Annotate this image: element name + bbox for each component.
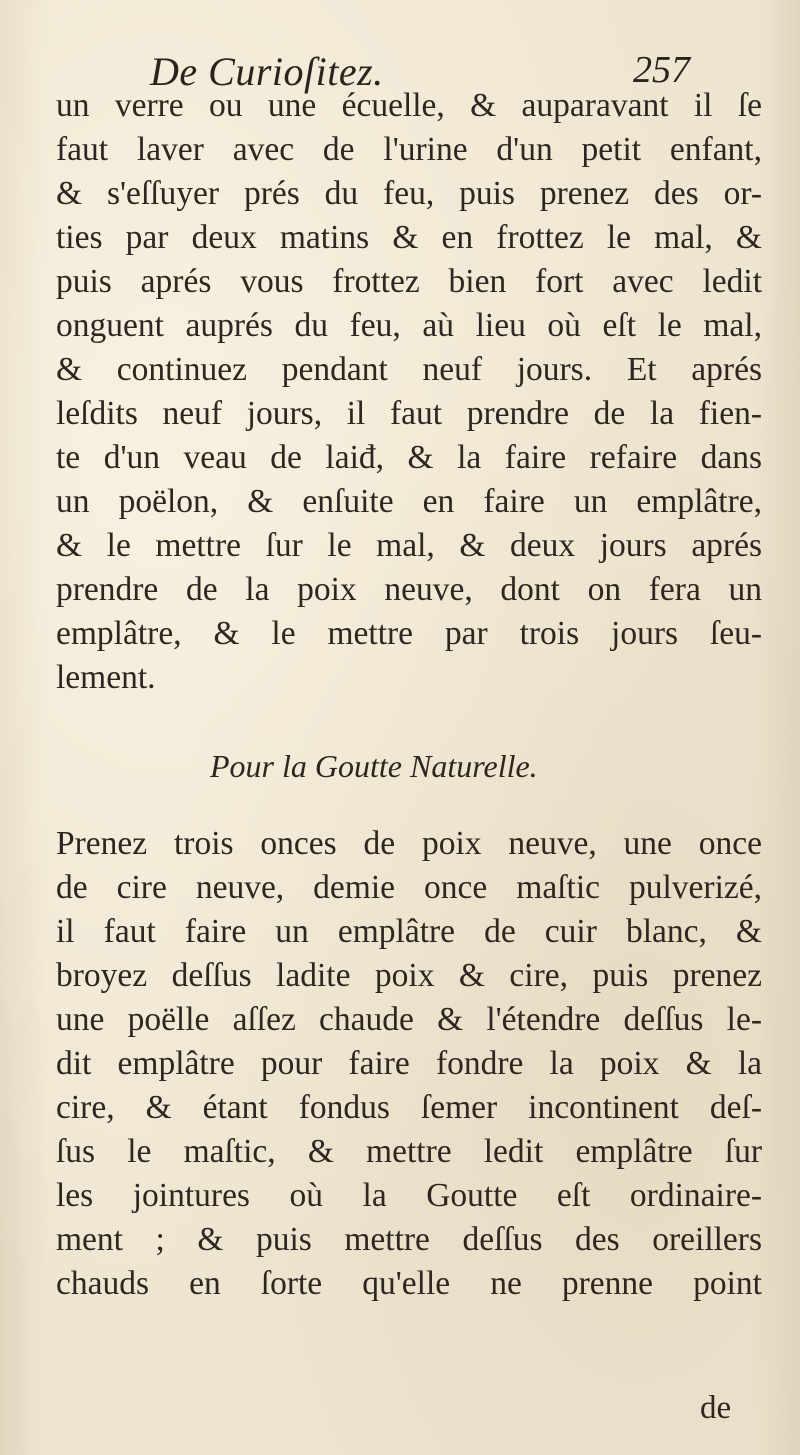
- text-line: emplâtre, & le mettre par trois jours ſeu-: [56, 615, 762, 652]
- text-line: une poëlle aſſez chaude & l'étendre deſſus le-: [56, 1001, 762, 1038]
- catchword: de: [700, 1390, 732, 1426]
- text-line: cire, & étant fondus ſemer incontinent deſ-: [56, 1089, 762, 1126]
- running-head-title: De Curioſitez.: [150, 49, 384, 94]
- text-line: te d'un veau de laiđ, & la faire refaire dans: [56, 439, 762, 476]
- text-line: prendre de la poix neuve, dont on fera un: [56, 571, 762, 608]
- text-line: broyez deſſus ladite poix & cire, puis prenez: [56, 957, 762, 994]
- page-number: 257: [633, 49, 690, 91]
- text-line: onguent auprés du feu, aù lieu où eſt le mal,: [56, 307, 762, 344]
- text-line: lement.: [56, 659, 156, 696]
- text-line: ties par deux matins & en frottez le mal, &: [56, 219, 762, 256]
- text-line: & s'eſſuyer prés du feu, puis prenez des or-: [56, 175, 762, 212]
- text-line: dit emplâtre pour faire fondre la poix & la: [56, 1045, 762, 1082]
- text-line: un poëlon, & enſuite en faire un emplâtre,: [56, 483, 762, 520]
- text-line: un verre ou une écuelle, & auparavant il ſe: [56, 87, 762, 124]
- text-line: Prenez trois onces de poix neuve, une once: [56, 825, 762, 862]
- text-line: il faut faire un emplâtre de cuir blanc, &: [56, 913, 762, 950]
- text-line: & le mettre ſur le mal, & deux jours aprés: [56, 527, 762, 564]
- text-line: puis aprés vous frottez bien fort avec ledit: [56, 263, 762, 300]
- text-line: les jointures où la Goutte eſt ordinaire-: [56, 1177, 762, 1214]
- text-line: ment ; & puis mettre deſſus des oreillers: [56, 1221, 762, 1258]
- text-line: faut laver avec de l'urine d'un petit enfant,: [56, 131, 762, 168]
- section-heading: Pour la Goutte Naturelle.: [210, 748, 538, 784]
- text-line: & continuez pendant neuf jours. Et aprés: [56, 351, 762, 388]
- paragraph-2: [56, 822, 762, 1306]
- text-line: ſus le maſtic, & mettre ledit emplâtre ſur: [56, 1133, 762, 1170]
- paragraph-1: [56, 84, 762, 700]
- text-line: de cire neuve, demie once maſtic pulverizé,: [56, 869, 762, 906]
- text-line: chauds en ſorte qu'elle ne prenne point: [56, 1265, 762, 1302]
- text-line: leſdits neuf jours, il faut prendre de la fien-: [56, 395, 762, 432]
